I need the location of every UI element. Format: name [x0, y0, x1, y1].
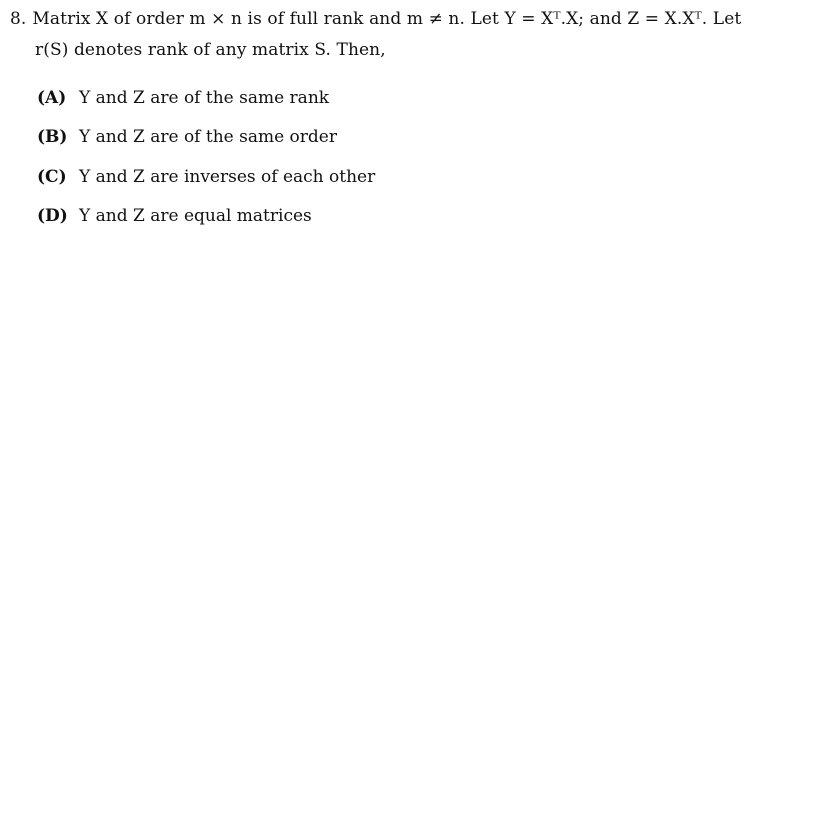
- option-text: Y and Z are of the same rank: [79, 88, 330, 108]
- question-number: 8.: [10, 9, 27, 29]
- option-text: Y and Z are inverses of each other: [79, 167, 376, 187]
- option-a: [37, 87, 329, 109]
- option-c: [37, 166, 375, 188]
- option-text: Y and Z are equal matrices: [79, 206, 312, 226]
- question-stem-line-1: [10, 8, 741, 30]
- option-label: (B): [37, 127, 68, 147]
- option-label: (D): [37, 206, 68, 226]
- question-stem-line-2: r(S) denotes rank of any matrix S. Then,: [35, 40, 386, 60]
- option-d: [37, 205, 312, 227]
- option-label: (A): [37, 88, 67, 108]
- option-label: (C): [37, 167, 67, 187]
- option-text: Y and Z are of the same order: [79, 127, 337, 147]
- question-text-line-1: Matrix X of order m × n is of full rank and m ≠ n. Let Y = Xᵀ.X; and Z = X.Xᵀ. Let: [32, 9, 742, 29]
- option-b: [37, 126, 337, 148]
